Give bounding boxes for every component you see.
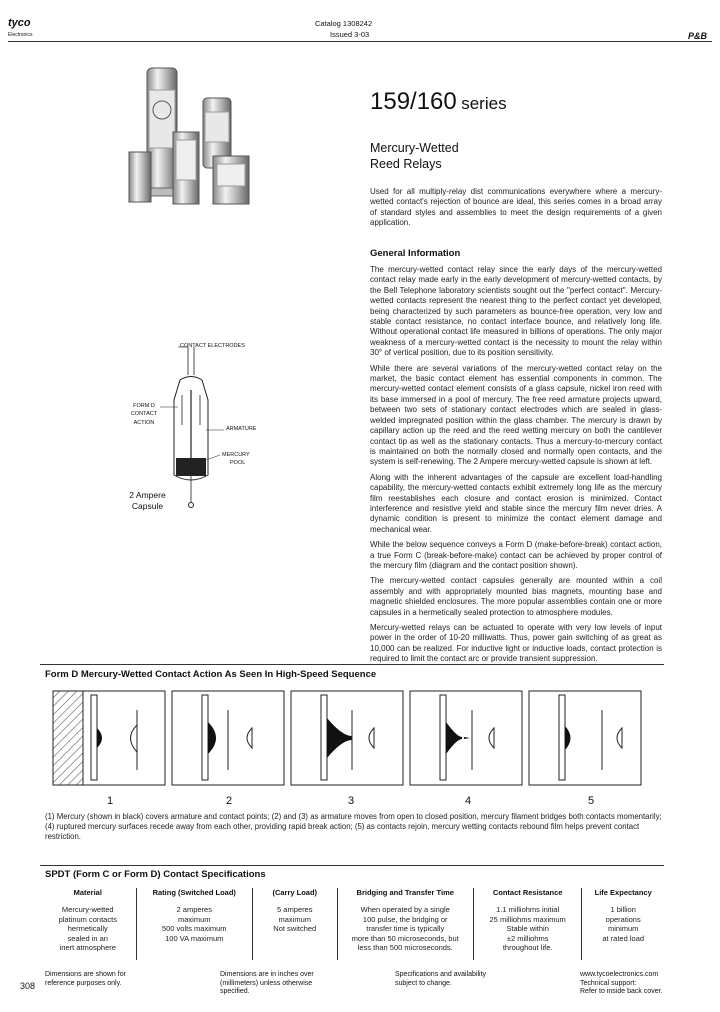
footer-line: Technical support: (580, 979, 637, 987)
spec-line: 1.1 milliohms initial (496, 905, 560, 914)
spec-line: hermetically (67, 924, 108, 934)
issue-date: Issued 3-03 (330, 30, 370, 39)
spec-line: at rated load (602, 933, 645, 943)
spec-line: Not switched (273, 924, 317, 934)
specs-table (40, 888, 664, 960)
series-number: 159/160 (370, 88, 457, 115)
label-form-d: FORM D (133, 403, 155, 409)
spec-line: less than 500 microseconds. (357, 943, 453, 953)
brand-sub: Electronics (8, 32, 33, 38)
general-info-heading: General Information (370, 248, 461, 259)
spec-line: platinum contacts (58, 914, 117, 924)
spec-line: 5 amperes (277, 905, 313, 914)
spec-cell (40, 905, 136, 953)
label-contact-electrodes: CONTACT ELECTRODES (180, 343, 245, 349)
spec-col-material (40, 888, 137, 960)
footer-line: Dimensions are shown for (45, 971, 126, 978)
spec-line: minimum (607, 924, 639, 934)
general-info-p3: Along with the inherent advantages of the capsule are excellent load-handling capability, the mercury-wetted contacts exhibit extremely long life as the mercury film reestablishes each closure and contact erosion is minimized. Contact interference and resistive yield and stable since the mercury film never dries. A dynamic condition is present to minimize the contact element damage and mechanical wear. (370, 472, 662, 534)
footer-line: specified. (220, 988, 250, 995)
general-info-body (370, 265, 662, 664)
spec-col-carry (253, 888, 338, 960)
general-info-p6: Mercury-wetted relays can be actuated to operate with very low levels of input power in the order of 10-20 milliwatts. Thus, power gain switching of as great as 10,000 can be realized. For inductive light or inductive loads, contact protection is required to limit the contact arc or provide transient suppression. (370, 623, 662, 664)
spec-head-material: Material (73, 888, 102, 897)
sequence-frame-3 (291, 691, 403, 785)
frame-label-4: 4 (464, 795, 472, 807)
spec-head-carry: (Carry Load) (272, 888, 318, 897)
spec-line: Mercury-wetted (61, 905, 114, 914)
spec-line: maximum (278, 914, 312, 924)
spec-line: 100 pulse, the bridging or (362, 914, 448, 924)
spec-line: Stable within (506, 924, 549, 934)
footer-line: Dimensions are in inches over (220, 971, 314, 978)
subtitle (370, 140, 459, 172)
footer-col-4 (580, 971, 663, 997)
page-number: 308 (20, 981, 36, 991)
spec-line: 1 billion (610, 905, 636, 914)
brand-logo: tyco (8, 17, 31, 29)
spec-line: When operated by a single (360, 905, 450, 914)
label-mercury: MERCURY (222, 452, 250, 458)
spec-line: maximum (177, 914, 211, 924)
specs-rule (40, 865, 664, 866)
spec-line: sealed in an (67, 933, 108, 943)
footer-line: reference purposes only. (45, 979, 122, 987)
spec-line: 100 VA maximum (165, 933, 224, 943)
spec-line: operations (605, 914, 641, 924)
sequence-frame-4 (410, 691, 522, 785)
relay-product-photo (125, 60, 255, 210)
footer-line: Specifications and availability (395, 971, 487, 978)
frame-label-2: 2 (225, 795, 233, 807)
sequence-frames (52, 690, 662, 790)
spec-col-bridging (338, 888, 474, 960)
spec-line: inert atmosphere (59, 943, 116, 953)
spec-line: 500 volts maximum (161, 924, 227, 934)
sequence-rule (40, 664, 664, 665)
label-pool: POOL (230, 460, 246, 466)
spec-col-rating (137, 888, 253, 960)
footer-col-1 (45, 971, 126, 988)
sequence-frame-2 (172, 691, 284, 785)
intro-paragraph: Used for all multiply-relay dist communications everywhere where a mercury-wetted contact's rejection of bounce are ideal, this series comes in a broad array of standard styles and assemblies to meet the design requirements of a given application. (370, 187, 662, 228)
spec-line: ±2 milliohms (506, 933, 549, 943)
spec-head-rating: Rating (Switched Load) (152, 888, 236, 897)
footer-website-link[interactable]: www.tycoelectronics.com (580, 971, 659, 978)
spec-line: more than 50 microseconds, but (351, 933, 459, 943)
series-title (370, 88, 507, 116)
spec-cell (338, 905, 473, 953)
spec-head-life: Life Expectancy (594, 888, 652, 897)
spec-line: 2 amperes (176, 905, 212, 914)
sequence-frame-5 (529, 691, 641, 785)
general-info-p1: The mercury-wetted contact relay since the early days of the mercury-wetted contact relay made early in the early development of mercury-wetted contacts, by the Bell Telephone laboratory scientists sought out the "perfect contact". Mercury-wetted contacts represent the nearest thing to the perfect contact yet developed, being characterized by such parameters as bounce-free operation, very low and stable contact resistance, no contact interface bounce, and relatively long life. Without operational contact life measured in billions of operations. The only major weakness of a mercury-wetted contact is the necessity to mount the relay within 30° of vertical position, due to its position sensitivity. (370, 265, 662, 358)
frame-label-3: 3 (347, 795, 355, 807)
spec-cell (137, 905, 252, 943)
spec-col-life (582, 888, 664, 960)
footer-line: Refer to inside back cover. (580, 988, 663, 995)
spec-cell (474, 905, 581, 953)
general-info-p2: While there are several variations of the mercury-wetted contact relay on the market, the basic contact element has essential components in common. The mercury-wetted contact element consists of a glass capsule, nickel iron reed with its base immersed in a pool of mercury. The free reed armature projects upward, between two sets of stationary contact electrodes which are sealed in glass-welded impregnated position within the glass chamber. The mercury is drawn by capillary action up the reed and the reed wetting mercury on both the cantilever contact tip as well as the stationary contacts. Thus a mercury-to-mercury contact is maintained on both the normally closed and normally open contacts, and the system is self-renewing. The 2 Ampere mercury-wetted capsule is shown at left. (370, 363, 662, 467)
footer-col-3 (395, 971, 486, 988)
series-word: series (461, 94, 507, 113)
sequence-frame-1 (53, 691, 165, 785)
spec-head-resistance: Contact Resistance (492, 888, 563, 897)
capsule-caption-line-2: Capsule (131, 501, 164, 511)
footer-line: subject to change. (395, 979, 452, 987)
subtitle-line-1: Mercury-Wetted (370, 141, 459, 155)
spec-cell (253, 905, 337, 934)
spec-col-resistance (474, 888, 582, 960)
capsule-caption (120, 490, 175, 512)
general-info-p4: While the below sequence conveys a Form D (make-before-break) contact action, a true Form C (break-before-make) contact can be achieved by proper control of the mercury film (diagram and the contact position shown). (370, 540, 662, 570)
subtitle-line-2: Reed Relays (370, 157, 442, 171)
spec-head-bridging: Bridging and Transfer Time (356, 888, 454, 897)
spec-line: transfer time is typically (366, 924, 445, 934)
spec-cell (582, 905, 664, 943)
right-brand: P&B (687, 31, 707, 41)
capsule-caption-line-1: 2 Ampere (129, 490, 166, 500)
catalog-number: Catalog 1308242 (315, 19, 373, 28)
sequence-heading: Form D Mercury-Wetted Contact Action As Seen In High-Speed Sequence (45, 669, 377, 680)
header-rule (8, 41, 712, 42)
sequence-caption: (1) Mercury (shown in black) covers armature and contact points; (2) and (3) as armature moves from open to closed position, mercury filament bridges both contacts momentarily; (4) ruptured mercury surfaces recede away from each other, providing rapid break action; (5) as contacts rejoin, mercury wetting contacts rebound film helps prevent contact restriction. (45, 812, 662, 841)
label-contact-action: CONTACT ACTION (130, 411, 158, 426)
spec-line: throughout life. (502, 943, 553, 953)
frame-label-1: 1 (106, 795, 114, 807)
label-armature: ARMATURE (226, 426, 257, 432)
general-info-p5: The mercury-wetted contact capsules generally are mounted within a coil assembly and with appropriately mounted bias magnets, mounting base and magnetic shielded enclosures. The more popular assemblies contain one or more capsules in a hermetically sealed protection to atmosphere modules. (370, 576, 662, 617)
spec-line: 25 milliohms maximum (489, 914, 566, 924)
footer-col-2 (220, 971, 314, 997)
frame-label-5: 5 (587, 795, 595, 807)
footer-line: (millimeters) unless otherwise (220, 979, 313, 987)
specs-heading: SPDT (Form C or Form D) Contact Specifications (45, 869, 266, 880)
